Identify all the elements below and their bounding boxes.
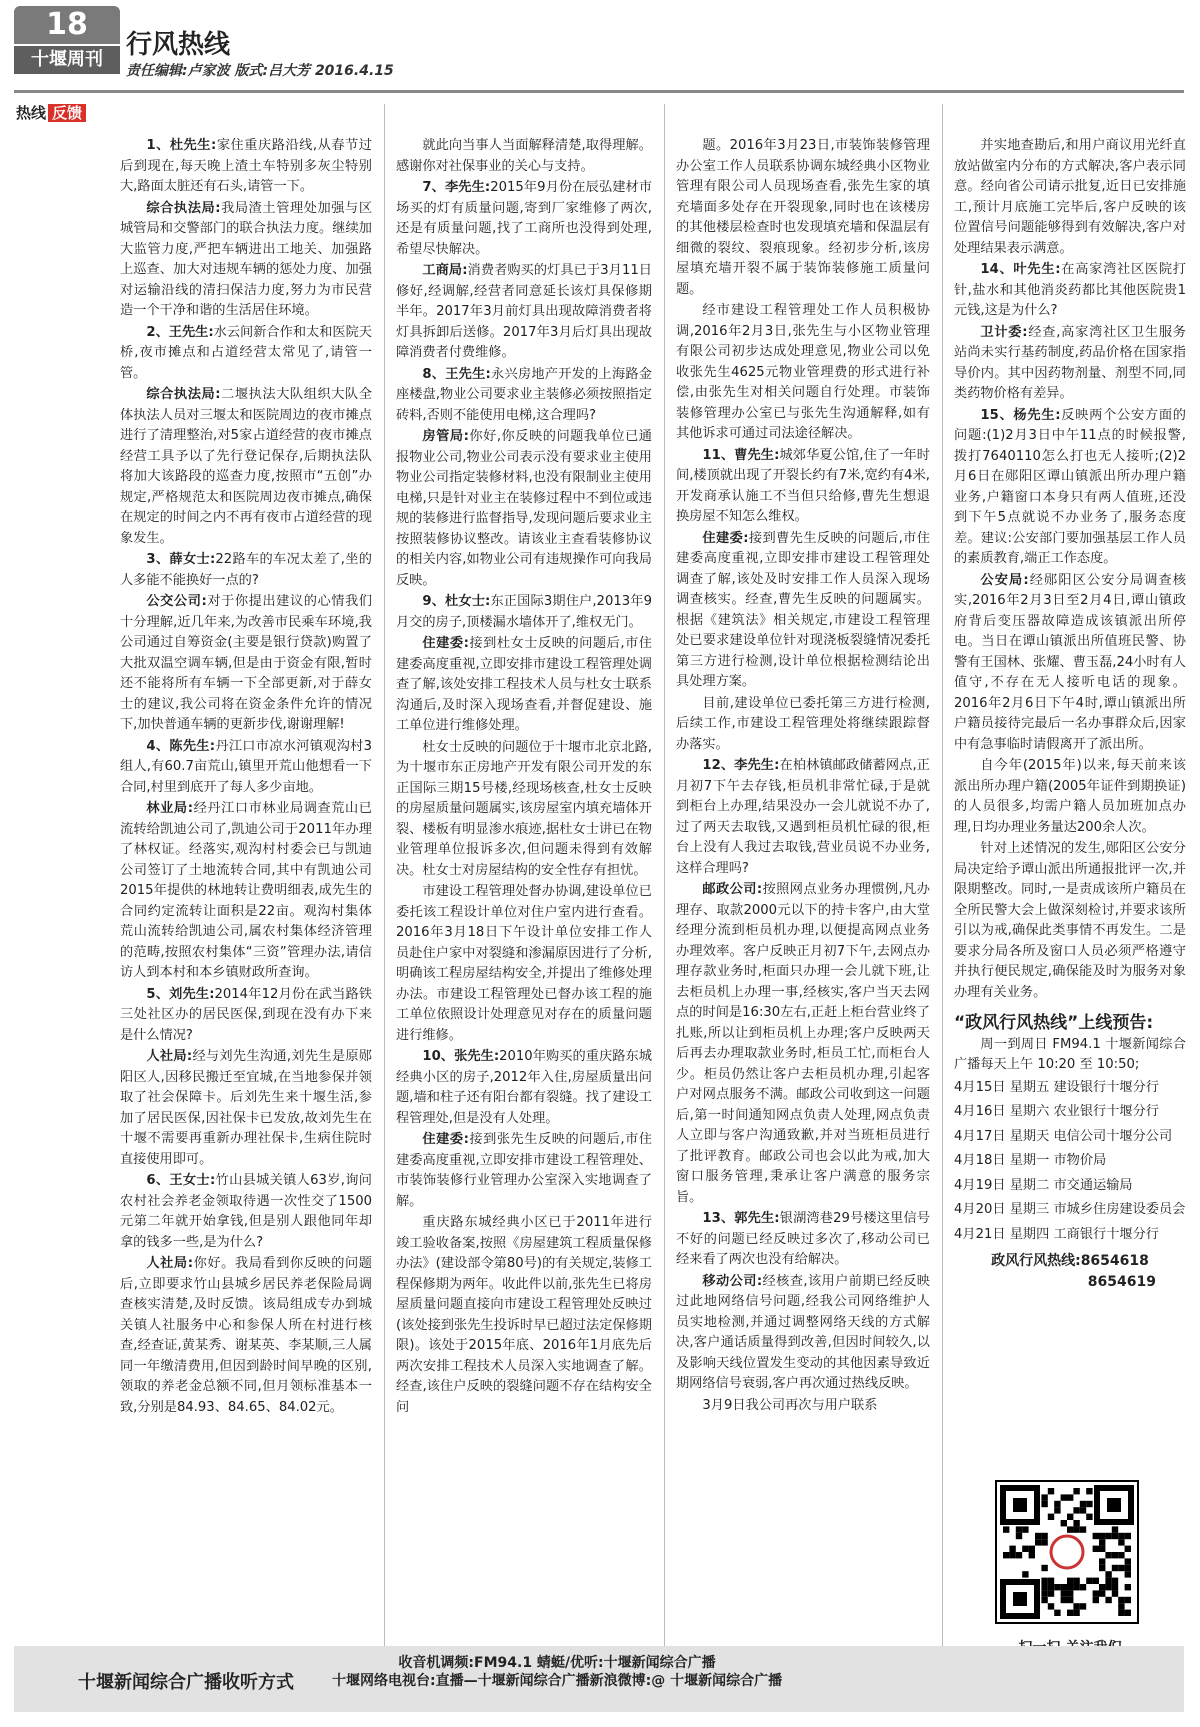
tag-prefix: 热线 — [16, 104, 47, 122]
speaker-label: 移动公司: — [702, 1273, 763, 1289]
article-paragraph — [954, 260, 1186, 322]
article-paragraph — [676, 446, 930, 528]
article-paragraph — [954, 323, 1186, 405]
hotline-number: 政风行风热线:8654618 — [991, 1253, 1149, 1269]
column-divider — [664, 104, 665, 1709]
speaker-label: 综合执法局: — [146, 200, 221, 216]
paragraph-text: 永兴房地产开发的上海路金座楼盘,物业公司要求业主装修必须按照指定砖料,否则不能使用电梯,这合理吗? — [396, 366, 652, 423]
column-divider — [942, 104, 943, 1709]
speaker-label: 林业局: — [146, 801, 193, 816]
paragraph-text: 经丹江口市林业局调查荒山已流转给凯迪公司了,凯迪公司于2011年办理了林权证。经落实,观沟村村委会已与凯迪公司签订了土地流转合同,其中有凯迪公司2015年提供的林地转让费明细表,成先生的合同约定流转让面积是22亩。观沟村集体荒山流转给凯迪公司,属农村集体经济管理的范畴,按照农村集体“三资”管理办法,请信访人到本村和本乡镇财政所查询。 — [120, 801, 372, 980]
article-paragraph — [120, 1254, 372, 1418]
speaker-label: 工商局: — [422, 263, 468, 278]
speaker-label: 4、陈先生: — [146, 738, 216, 754]
article-paragraph — [954, 756, 1186, 838]
column-divider — [384, 104, 385, 1709]
schedule-item: 4月18日 星期一 市物价局 — [954, 1153, 1107, 1168]
preview-intro: 周一到周日 FM94.1 十堰新闻综合广播每天上午 10:20 至 10:50; — [954, 1036, 1186, 1072]
speaker-label: 邮政公司: — [702, 882, 763, 897]
preview-schedule — [954, 1078, 1186, 1246]
paragraph-text: 按照网点业务办理惯例,凡办理存、取款2000元以下的持卡客户,由大堂经理分流到柜员机办理,以便提高网点业务办理效率。客户反映正月初7下午,去网点办理存款业务时,柜面只办理一会儿就下班,让去柜员机上办理一事,经核实,客户当天去网点的时间是16:30左右,正赶上柜台营业终了扎账,所以让到柜员机上办理;客户反映两天后再去办理取款业务时,柜员工忙,而柜台人少。柜员仍然让客户去柜员机办理,引起客户对网点服务不满。邮政公司收到这一问题后,第一时间通知网点负责人处理,网点负责人立即与客户沟通致歉,并对当班柜员进行了批评教育。邮政公司也会以此为戒,加大窗口服务管理,秉承让客户满意的服务宗旨。 — [676, 882, 930, 1205]
article-paragraph — [396, 1047, 652, 1129]
article-paragraph — [120, 550, 372, 591]
paragraph-text: 你好。我局看到你反映的问题后,立即要求竹山县城乡居民养老保险局调查核实清楚,及时反馈。该局组成专办到城关镇人社服务中心和参保人所在村进行核查,经查证,黄某秀、谢某英、李某顺,三人属同一年缴清费用,但因到龄时间早晚的区别,领取的养老金总额不同,但月领标准基本一致,分别是84.93、84.65、84.02元。 — [120, 1256, 372, 1415]
page-header — [0, 0, 1200, 80]
speaker-label: 公安局: — [980, 572, 1029, 588]
paragraph-text: 3月9日我公司再次与用户联系 — [702, 1397, 878, 1413]
schedule-item: 4月16日 星期六 农业银行十堰分行 — [954, 1104, 1159, 1119]
footer-line-1: 收音机调频:FM94.1 蜻蜓/优听:十堰新闻综合广播 — [398, 1655, 716, 1671]
paragraph-text: 杜女士反映的问题位于十堰市北京北路,为十堰市东正房地产开发有限公司开发的东正国际三期15号楼,经现场核查,杜女士反映的房屋质量问题属实,该房屋室内填充墙体开裂、楼板有明显渗水痕迹,据杜女士讲已在物业管理单位报诉多次,但问题未得到有效解决。杜女士对房屋结构的安全性存有担忧。 — [396, 739, 652, 878]
article-paragraph — [676, 694, 930, 756]
article-column-2 — [396, 136, 652, 1419]
paragraph-text: 水云间新合作和太和医院天桥,夜市摊点和占道经营太常见了,请管一管。 — [120, 324, 372, 381]
paragraph-text: 我局渣土管理处加强与区城管局和交警部门的联合执法力度。继续加大监管力度,严把车辆进出工地关、加强路上巡查、加大对违规车辆的惩处力度、加强对运输沿线的清扫保洁力度,努力为市民营造一个干净和谐的生活居住环境。 — [120, 200, 373, 318]
section-title: 行风热线 — [126, 30, 231, 60]
preview-title: “政风行风热线”上线预告: — [954, 1013, 1154, 1033]
article-paragraph — [120, 1047, 372, 1170]
paragraph-text: 竹山县城关镇人63岁,询问农村社会养老金领取待遇一次性交了1500元第二年就开始拿钱,但是别人跟他同年却拿的钱多一些,是为什么? — [120, 1173, 372, 1250]
article-paragraph — [120, 1171, 372, 1253]
article-paragraph — [120, 592, 372, 736]
speaker-label: 公交公司: — [146, 594, 207, 609]
speaker-label: 14、叶先生: — [980, 262, 1061, 277]
paragraph-text: 22路车的车况太差了,坐的人多能不能换好一点的? — [120, 552, 372, 588]
speaker-label: 人社局: — [146, 1256, 193, 1271]
paragraph-text: 城郊华夏公馆,住了一年时间,楼顶就出现了开裂长约有7米,宽约有4米,开发商承认施工不当但只给修,曹先生想退换房屋不知怎么维权。 — [676, 447, 930, 524]
article-paragraph — [120, 136, 372, 198]
paragraph-text: 就此向当事人当面解释清楚,取得理解。感谢你对社保事业的关心与支持。 — [396, 138, 652, 174]
paragraph-text: 消费者购买的灯具已于3月11日修好,经调解,经营者同意延长该灯具保修期半年。2017年3月前灯具出现故障消费者将灯具拆卸后送修。2017年3月后灯具出现故障消费者付费维修。 — [396, 263, 652, 360]
paragraph-text: 2015年9月份在辰弘建材市场买的灯有质量问题,寄到厂家维修了两次,还是有质量问题,找了工商所也没得到处理,希望尽快解决。 — [396, 180, 653, 257]
page-number: 18 — [14, 6, 120, 44]
article-paragraph — [954, 136, 1186, 259]
article-paragraph — [120, 385, 372, 549]
article-paragraph — [120, 737, 372, 799]
paragraph-text: 自今年(2015年)以来,每天前来该派出所办理户籍(2005年证件到期换证)的人员很多,均需户籍人员加班加点办理,日均办理业务量达200余人次。 — [954, 758, 1186, 835]
hotline-number-2: 8654619 — [1087, 1273, 1156, 1290]
speaker-label: 6、王女士: — [146, 1173, 216, 1188]
paragraph-text: 对于你提出建议的心情我们十分理解,近几年来,为改善市民乘车环境,我公司通过自筹资金(主要是银行贷款)购置了大批双温空调车辆,但是由于资金有限,暂时还不能将所有车辆一下全部更新,对于薛女士的建议,我公司将在资金条件允许的情况下,加快普通车辆的更新步伐,谢谢理解! — [120, 594, 372, 732]
paragraph-text: 在高家湾社区医院打针,盐水和其他消炎药都比其他医院贵1元钱,这是为什么? — [954, 262, 1186, 318]
article-paragraph — [396, 178, 652, 260]
speaker-label: 卫计委: — [980, 324, 1028, 340]
article-paragraph — [120, 799, 372, 984]
speaker-label: 房管局: — [422, 429, 469, 444]
article-paragraph — [396, 365, 652, 427]
speaker-label: 住建委: — [422, 1132, 469, 1147]
article-paragraph — [676, 136, 930, 300]
schedule-item: 4月17日 星期天 电信公司十堰分公司 — [954, 1128, 1173, 1144]
schedule-item: 4月15日 星期五 建设银行十堰分行 — [954, 1079, 1159, 1095]
article-paragraph — [396, 882, 652, 1046]
schedule-item: 4月21日 星期四 工商银行十堰分行 — [954, 1226, 1159, 1242]
schedule-item: 4月19日 星期二 市交通运输局 — [954, 1177, 1133, 1193]
paragraph-text: 并实地查勘后,和用户商议用光纤直放站做室内分布的方式解决,客户表示同意。经向省公司请示批复,近日已安排施工,预计月底施工完毕后,客户反映的该位置信号问题能够得到有效解决,客户对处理结果表示满意。 — [954, 138, 1186, 256]
section-tag — [16, 102, 86, 123]
footer-line-2: 十堰网络电视台:直播—十堰新闻综合广播新浪微博:@ 十堰新闻综合广播 — [332, 1673, 783, 1689]
article-paragraph — [396, 738, 652, 882]
paragraph-text: 在柏林镇邮政储蓄网点,正月初7下午去存钱,柜员机非常忙碌,于是就到柜台上办理,结果没办一会儿就说不办了,过了两天去取钱,又遇到柜员机忙碌的很,柜台上没有人我过去取钱,营业员说不办业务,这样合理吗? — [676, 758, 930, 876]
paragraph-text: 接到张先生反映的问题后,市住建委高度重视,立即安排市建设工程管理处、市装饰装修行业管理办公室深入实地调查了解。 — [396, 1132, 652, 1209]
paragraph-text: 题。2016年3月23日,市装饰装修管理办公室工作人员联系协调东城经典小区物业管理有限公司人员现场查看,张先生家的填充墙面多处存在开裂现象,同时也在该楼房的其他楼层检查时也发现填充墙和保温层有细微的裂纹、裂痕现象。经初步分析,该房屋填充墙开裂不属于装饰装修施工质量问题。 — [676, 138, 930, 297]
article-paragraph — [120, 199, 372, 322]
article-paragraph — [396, 592, 652, 633]
paragraph-text: 二堰执法大队组织大队全体执法人员对三堰太和医院周边的夜市摊点进行了清理整治,对5家占道经营的夜市摊点经营工具予以了先行登记保存,后期执法队将加大该路段的巡查力度,按照市“五创”办规定,严格规范太和医院周边夜市摊点,确保在规定的时间之内不再有夜市占道经营的现象发生。 — [120, 387, 373, 546]
article-paragraph — [676, 529, 930, 693]
column-4-items — [954, 136, 1186, 1003]
footer — [14, 1646, 1184, 1712]
speaker-label: 3、薛女士: — [146, 552, 216, 567]
tag-highlight: 反馈 — [48, 104, 86, 122]
speaker-label: 12、李先生: — [702, 758, 780, 773]
editor-line: 责任编辑:卢家波 版式:吕大芳 2016.4.15 — [126, 63, 394, 79]
paragraph-text: 接到杜女士反映的问题后,市住建委高度重视,立即安排市建设工程管理处调查了解,该处安排工程技术人员与杜女士联系沟通后,及时深入现场查看,并督促建设、施工单位进行维修处理。 — [396, 636, 652, 733]
program-preview — [954, 1013, 1186, 1292]
paragraph-text: 东正国际3期住户,2013年9月交的房子,顶楼漏水墙体开了,维权无门。 — [396, 594, 652, 630]
article-paragraph — [396, 634, 652, 737]
article-paragraph — [954, 406, 1186, 570]
article-paragraph — [120, 985, 372, 1047]
footer-channels — [332, 1654, 782, 1690]
article-paragraph — [396, 1213, 652, 1418]
paragraph-text: 银湖湾巷29号楼这里信号不好的问题已经反映过多次了,移动公司已经来看了两次也没有给解决。 — [676, 1211, 930, 1267]
article-column-3 — [676, 136, 930, 1417]
paragraph-text: 经与刘先生沟通,刘先生是原郧阳区人,因移民搬迁至宜城,在当地参保并领取了社会保障卡。后刘先生来十堰生活,参加了居民医保,因社保卡已发放,故刘先生在十堰不需要再重新办理社保卡,生病住院时直接使用即可。 — [120, 1049, 372, 1167]
paragraph-text: 丹江口市凉水河镇观沟村3组人,有60.7亩荒山,镇里开荒山他想看一下合同,村里到底开了每人多少亩地。 — [120, 738, 372, 795]
article-paragraph — [396, 427, 652, 591]
speaker-label: 8、王先生: — [422, 366, 491, 382]
paragraph-text: 针对上述情况的发生,郧阳区公安分局决定给予谭山派出所通报批评一次,并限期整改。同时,一是责成该所户籍员在全所民警大会上做深刻检讨,并要求该所引以为戒,确保此类事情不再发生。二是要求分局各所及窗口人员必须严格遵守并执行便民规定,确保能及时为服务对象办理有关业务。 — [954, 841, 1186, 1000]
speaker-label: 住建委: — [422, 636, 469, 651]
speaker-label: 人社局: — [146, 1049, 193, 1064]
article-paragraph — [676, 1396, 930, 1417]
article-paragraph — [954, 839, 1186, 1003]
article-paragraph — [954, 571, 1186, 756]
news-logo-icon — [1051, 1536, 1083, 1568]
paragraph-text: 经郧阳区公安分局调查核实,2016年2月3日至2月4日,谭山镇政府背后变压器故障造成该镇派出所停电。当日在谭山镇派出所值班民警、协警有王国林、张耀、曹玉磊,24小时有人值守,不存在无人接听电话的现象。2016年2月6日下午4时,谭山镇派出所户籍员接待完最后一名办事群众后,因家中有急事临时请假离开了派出所。 — [954, 572, 1186, 752]
speaker-label: 1、杜先生: — [146, 138, 217, 153]
paragraph-text: 反映两个公安方面的问题:(1)2月3日中午11点的时候报警,拨打7640110怎么打也无人接听;(2)2月6日在郧阳区谭山镇派出所办理户籍业务,户籍窗口本身只有两人值班,还没到下午5点就说不办业务了,服务态度差。建议:公安部门要加强基层工作人员的素质教育,端正工作态度。 — [954, 407, 1186, 566]
article-paragraph — [676, 1272, 930, 1395]
speaker-label: 2、王先生: — [146, 324, 214, 340]
speaker-label: 7、李先生: — [422, 180, 491, 195]
article-paragraph — [396, 1130, 652, 1212]
article-column-1 — [120, 136, 372, 1419]
paragraph-text: 接到曹先生反映的问题后,市住建委高度重视,立即安排市建设工程管理处调查了解,该处及时安排工作人员深入现场调查核实。经查,曹先生反映的问题属实。根据《建筑法》相关规定,市建设工程管理处已要求建设单位针对现浇板裂缝情况委托第三方进行检测,设计单位根据检测结论出具处理方案。 — [676, 530, 930, 689]
article-paragraph — [396, 261, 652, 364]
article-paragraph — [676, 756, 930, 879]
paragraph-text: 重庆路东城经典小区已于2011年进行竣工验收备案,按照《房屋建筑工程质量保修办法》(建设部令第80号)的有关规定,装修工程保修期为两年。收此件以前,张先生已将房屋质量问题直接向市建设工程管理处反映过(该处接到张先生投诉时早已超过法定保修期限)。该处于2015年底、2016年1月底先后两次安排工程技术人员深入实地调查了解。经查,该住户反映的裂缝问题不存在结构安全问 — [396, 1215, 652, 1415]
schedule-item: 4月20日 星期三 市城乡住房建设委员会 — [954, 1202, 1186, 1217]
article-paragraph — [676, 301, 930, 445]
article-paragraph — [396, 136, 652, 177]
header-rule — [14, 90, 1184, 93]
article-paragraph — [676, 1209, 930, 1271]
speaker-label: 9、杜女士: — [422, 594, 491, 609]
speaker-label: 5、刘先生: — [146, 986, 215, 1002]
paragraph-text: 经查,高家湾社区卫生服务站尚未实行基药制度,药品价格在国家指导价内。其中因药物剂量、剂型不同,同类药物价格有差异。 — [954, 324, 1186, 401]
speaker-label: 综合执法局: — [146, 387, 221, 402]
speaker-label: 10、张先生: — [422, 1049, 500, 1064]
article-paragraph — [676, 880, 930, 1208]
paragraph-text: 经市建设工程管理处工作人员积极协调,2016年2月3日,张先生与小区物业管理有限公司初步达成处理意见,物业公司以免收张先生4625元物业管理费的形式进行补偿,由张先生对相关问题自行处理。市装饰装修管理办公室已与张先生沟通解释,如有其他诉求可通过司法途径解决。 — [676, 303, 930, 441]
paragraph-text: 家住重庆路沿线,从春节过后到现在,每天晚上渣土车特别多灰尘特别大,路面太脏还有石头,请管一下。 — [120, 138, 372, 194]
paragraph-text: 2014年12月份在武当路铁三处社区办的居民医保,到现在没有办下来是什么情况? — [120, 986, 373, 1043]
qr-code-icon[interactable] — [995, 1480, 1139, 1624]
paragraph-text: 市建设工程管理处督办协调,建设单位已委托该工程设计单位对住户室内进行查看。2016年3月18日下午设计单位安排工作人员赴住户家中对裂缝和渗漏原因进行了分析,明确该工程房屋结构安全,并提出了维修处理办法。市建设工程管理处已督办该工程的施工单位依照设计处理意见对存在的质量问题进行维修。 — [396, 884, 652, 1043]
speaker-label: 11、曹先生: — [702, 447, 780, 463]
speaker-label: 13、郭先生: — [702, 1211, 780, 1226]
speaker-label: 15、杨先生: — [980, 407, 1061, 423]
article-column-4 — [954, 136, 1186, 1292]
brand-label: 十堰周刊 — [14, 46, 120, 74]
paragraph-text: 你好,你反映的问题我单位已通报物业公司,物业公司表示没有要求业主使用物业公司指定装修材料,也没有限制业主使用电梯,只是针对业主在装修过程中不到位或违规的装修进行监督指导,发现问题后要求业主按照装修协议整改。请该业主查看装修协议的相关内容,如物业公司有违规操作可向我局反映。 — [396, 429, 652, 588]
paragraph-text: 2010年购买的重庆路东城经典小区的房子,2012年入住,房屋质量出问题,墙和柱子还有阳台都有裂缝。找了建设工程管理处,但是没有人处理。 — [396, 1049, 652, 1126]
paragraph-text: 经核查,该用户前期已经反映过此地网络信号问题,经我公司网络维护人员实地检测,并通过调整网络天线的方式解决,客户通话质量得到改善,但因时间较久,以及影响天线位置发生变动的其他因素导致近期网络信号衰弱,客户再次通过热线反映。 — [676, 1273, 930, 1391]
speaker-label: 住建委: — [702, 530, 749, 546]
footer-title: 十堰新闻综合广播收听方式 — [78, 1672, 294, 1693]
article-paragraph — [120, 323, 372, 385]
paragraph-text: 目前,建设单位已委托第三方进行检测,后续工作,市建设工程管理处将继续跟踪督办落实。 — [676, 695, 930, 752]
